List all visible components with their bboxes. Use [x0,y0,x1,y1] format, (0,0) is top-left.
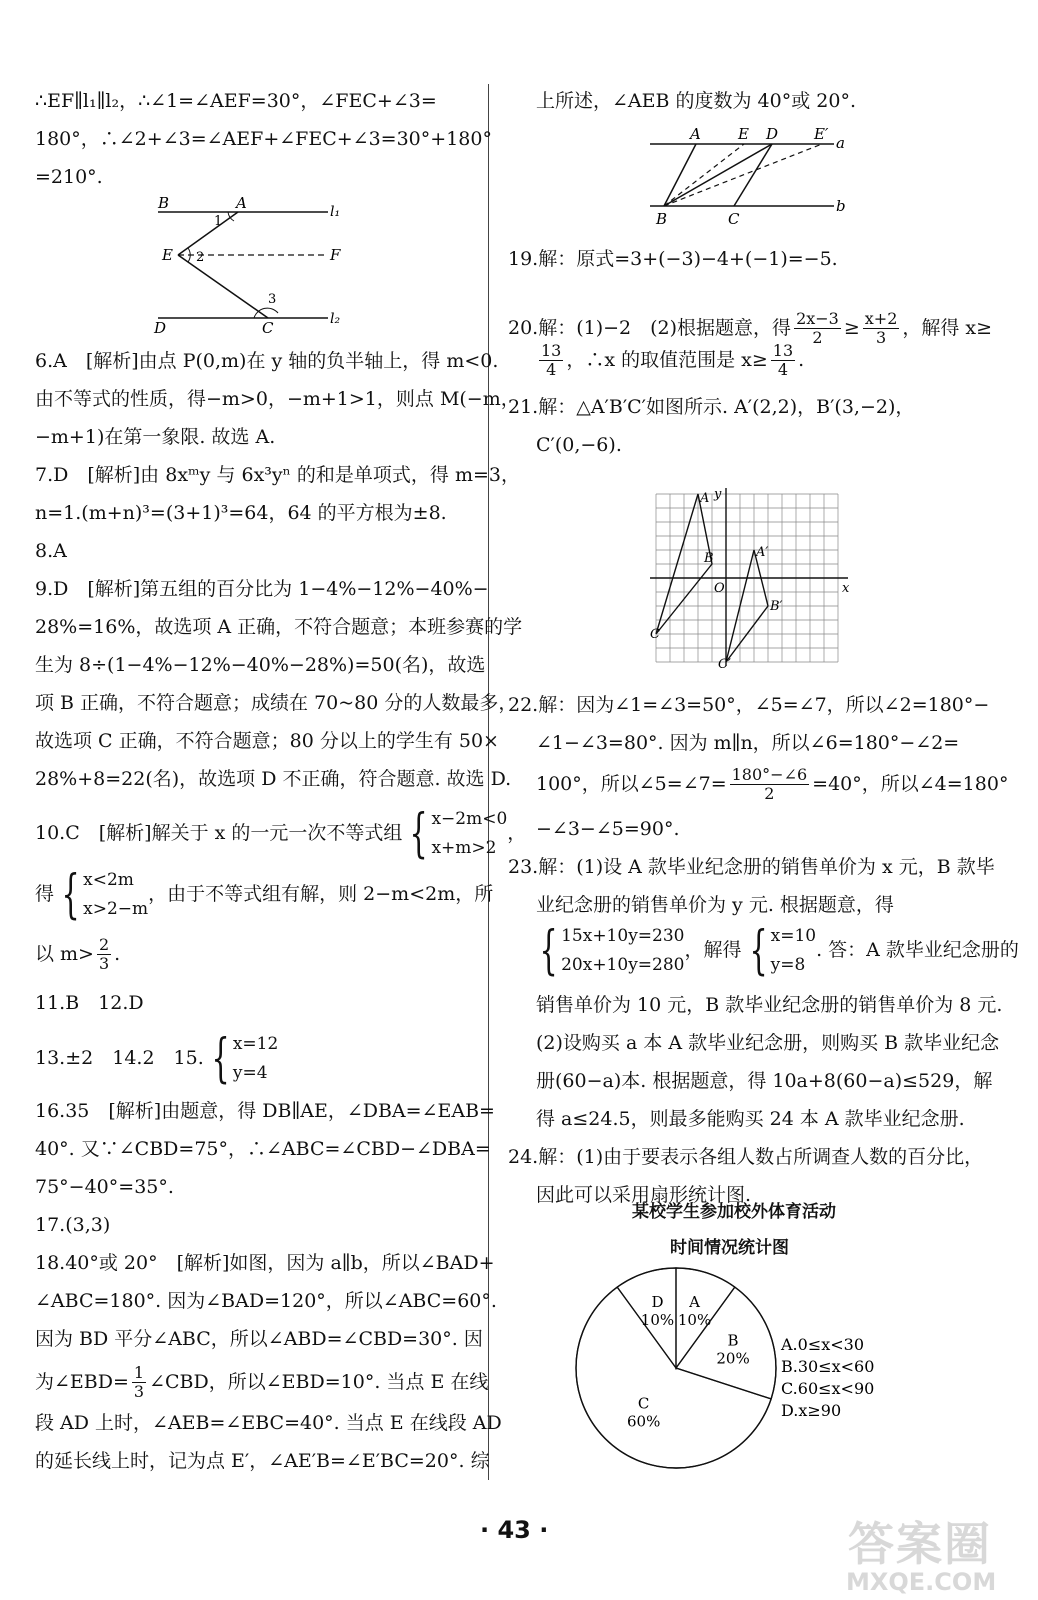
text: 以 m> [35,942,94,965]
eq: x−2m<0 [431,809,508,829]
legend-item: D.x≥90 [781,1401,842,1420]
text: 为∠EBD= [35,1370,129,1393]
eq: x>2−m [83,898,149,919]
text: . [114,942,121,965]
text-line: 因为 BD 平分∠ABC，所以∠ABD=∠CBD=30°. 因 [35,1328,483,1350]
text-line: 册(60−a)本. 根据题意，得 10a+8(60−a)≤529，解 [536,1070,993,1092]
answer-11-12: 11.B 12.D [35,992,144,1014]
eq: 15x+10y=230 [561,926,685,946]
eq: y=8 [770,954,806,975]
text: 13.±2 14.2 15. [35,1047,204,1070]
legend-item: B.30≤x<60 [781,1357,875,1376]
label-F: F [330,246,341,264]
text: =40°，所以∠4=180° [812,772,1009,795]
text-line: (2)设购买 a 本 A 款毕业纪念册，则购买 B 款毕业纪念 [536,1032,1000,1054]
label-D: D [154,319,167,337]
fraction: $\frac{2}{3}$ [98,935,110,973]
watermark-logo: 答案圈 [848,1517,992,1571]
answer-17: 17.(3,3) [35,1214,111,1236]
text-line: −m+1)在第一象限. 故选 A. [35,426,276,448]
answer-21: 21.解：△A′B′C′如图所示. A′(2,2)，B′(3,−2)， [508,396,915,418]
text-line: ∴EF∥l₁∥l₂，∴∠1=∠AEF=30°，∠FEC+∠3= [35,90,437,112]
answer-24: 24.解：(1)由于要表示各组人数占所调查人数的百分比， [508,1146,984,1168]
legend-item: A.0≤x<30 [781,1335,865,1354]
label-B: B [656,210,668,228]
text: ， [507,822,527,845]
label-B: B [158,194,170,212]
answer-6: 6.A [解析]由点 P(0,m)在 y 轴的负半轴上，得 m<0. [35,350,499,372]
pie-percent-C: 60% [626,1412,661,1431]
text: ，由于不等式组有解，则 2−m<2m，所 [148,883,494,906]
fraction: $\frac{180^\circ-\angle 6}{2}$ [731,765,808,803]
label-3: 3 [268,292,277,307]
text-line: 项 B 正确，不符合题意；成绩在 70~80 分的人数最多， [35,692,518,714]
coordinate-grid-figure [646,487,850,672]
label-D: D [766,125,779,143]
text-line [35,936,120,972]
text-line: n=1.(m+n)³=(3+1)³=64，64 的平方根为±8. [35,502,447,524]
text-line: 75°−40°=35°. [35,1176,174,1198]
text-line: 由不等式的性质，得−m>0，−m+1>1，则点 M(−m， [35,388,520,410]
label-C: C [728,210,740,228]
text-line: =210°. [35,166,103,188]
inequality-system: { x<2m x>2−m [61,864,149,925]
text: 20.解：(1)−2 (2)根据题意，得 [508,316,792,339]
equation-system: { x=10 y=8 [748,920,817,981]
text-line: ∠1−∠3=80°. 因为 m∥n，所以∠6=180°−∠2= [536,732,960,754]
chart-subtitle: 时间情况统计图 [670,1238,789,1258]
label-A: A [690,125,701,143]
pie-percent-B: 20% [716,1349,750,1368]
pie-label-C: C [637,1394,650,1413]
text-line: 业纪念册的销售单价为 y 元. 根据题意，得 [536,894,894,916]
fraction: $\frac{13}{4}$ [541,341,562,379]
label-O: O [714,581,725,596]
text-line: 得 a≤24.5，则最多能购买 24 本 A 款毕业纪念册. [536,1108,965,1130]
label-A: A [700,491,710,506]
text-line: 40°. 又∵∠CBD=75°，∴∠ABC=∠CBD−∠DBA= [35,1138,491,1160]
answer-8: 8.A [35,540,67,562]
pie-chart [576,1268,906,1478]
text: ≥ [843,316,860,339]
label-B-prime: B′ [770,599,783,614]
equation-system: { x=12 y=4 [211,1028,279,1089]
text: ，∴x 的取值范围是 x≥ [566,348,768,371]
pie-percent-D: 10% [640,1310,675,1329]
pie-percent-A: 10% [677,1310,712,1329]
watermark-url: MXQE.COM [846,1568,997,1596]
page-number: · 43 · [480,1516,549,1544]
answer-18: 18.40°或 20° [解析]如图，因为 a∥b，所以∠BAD+ [35,1252,495,1274]
label-b: b [836,197,846,215]
eq: 20x+10y=280 [561,954,685,975]
text-line: 28%+8=22(名)，故选项 D 不正确，符合题意. 故选 D. [35,768,512,790]
inequality-system: { x−2m<0 x+m>2 [409,803,508,864]
label-A: A [236,194,247,212]
text-line [532,922,1019,980]
text-line: 28%=16%，故选项 A 正确，不符合题意；本班参赛的学 [35,616,523,638]
label-x: x [842,581,850,596]
label-E: E [162,246,173,264]
eq: x=12 [232,1034,279,1054]
text: 10.C [解析]解关于 x 的一元一次不等式组 [35,822,403,845]
label-1: 1 [214,214,223,229]
equation-system: { 15x+10y=230 20x+10y=280 [539,920,685,981]
answer-9: 9.D [解析]第五组的百分比为 1−4%−12%−40%− [35,578,489,600]
fraction: $\frac{13}{4}$ [772,341,794,379]
text-line: 故选项 C 正确，不符合题意；80 分以上的学生有 50× [35,730,499,752]
text-line: 生为 8÷(1−4%−12%−40%−28%)=50(名)，故选 [35,654,486,676]
answer-19: 19.解：原式=3+(−3)−4+(−1)=−5. [508,248,838,270]
answer-16: 16.35 [解析]由题意，得 DB∥AE，∠DBA=∠EAB= [35,1100,495,1122]
eq: x<2m [83,870,134,890]
chart-title: 某校学生参加校外体育活动 [632,1202,836,1222]
label-E: E [738,125,749,143]
answer-10 [35,805,526,863]
answer-7: 7.D [解析]由 8xᵐy 与 6x³yⁿ 的和是单项式，得 m=3， [35,464,520,486]
label-2: 2 [196,250,205,265]
text-line: 的延长线上时，记为点 E′，∠AE′B=∠E′BC=20°. 综 [35,1450,490,1472]
text-line: −∠3−∠5=90°. [536,818,680,840]
legend-item: C.60≤x<90 [781,1379,875,1398]
text: . 答：A 款毕业纪念册的 [816,939,1019,962]
label-y: y [714,487,722,502]
label-E-prime: E′ [814,125,829,143]
text-line: 因此可以采用扇形统计图. [536,1184,752,1206]
text: 得 [35,883,55,906]
text-line [35,866,493,924]
text-line: ∠ABC=180°. 因为∠BAD=120°，所以∠ABC=60°. [35,1290,497,1312]
label-B: B [704,551,714,566]
label-C-prime: C′ [718,657,731,672]
text: ，解得 x≥ [902,316,993,339]
label-A-prime: A′ [756,545,769,560]
text-line [536,766,1008,802]
text-line: 销售单价为 10 元，B 款毕业纪念册的销售单价为 8 元. [536,994,1003,1016]
text-line: 上所述，∠AEB 的度数为 40°或 20°. [536,90,856,112]
answer-13-15 [35,1030,278,1088]
pie-label-A: A [689,1292,700,1311]
text: . [798,348,805,371]
trapezoid-figure [646,122,856,230]
pie-label-D: D [651,1292,664,1311]
text-line: 段 AD 上时，∠AEB=∠EBC=40°. 当点 E 在线段 AD [35,1412,502,1434]
text-line: C′(0,−6). [536,434,622,456]
text: ∠CBD，所以∠EBD=10°. 当点 E 在线 [149,1370,489,1393]
text: ，解得 [684,939,742,962]
answer-20 [508,310,992,346]
answer-22: 22.解：因为∠1=∠3=50°，∠5=∠7，所以∠2=180°− [508,694,990,716]
label-l1: l₁ [330,204,341,220]
text-line [536,342,804,378]
text-line [35,1364,488,1400]
label-C: C [650,627,660,642]
fraction: $\frac{1}{3}$ [133,1363,145,1401]
text-line: 180°，∴∠2+∠3=∠AEF+∠FEC+∠3=30°+180° [35,128,492,150]
label-a: a [836,134,845,152]
eq: x=10 [770,926,817,946]
eq: x+m>2 [431,837,497,858]
fraction: $\frac{x+2}{3}$ [864,309,898,347]
text: 100°，所以∠5=∠7= [536,772,727,795]
eq: y=4 [232,1062,268,1083]
label-C: C [262,319,274,337]
pie-label-B: B [727,1331,739,1350]
label-l2: l₂ [330,311,341,327]
fraction: $\frac{2x-3}{2}$ [796,309,839,347]
answer-23: 23.解：(1)设 A 款毕业纪念册的销售单价为 x 元，B 款毕 [508,856,995,878]
parallel-lines-figure [150,195,360,335]
